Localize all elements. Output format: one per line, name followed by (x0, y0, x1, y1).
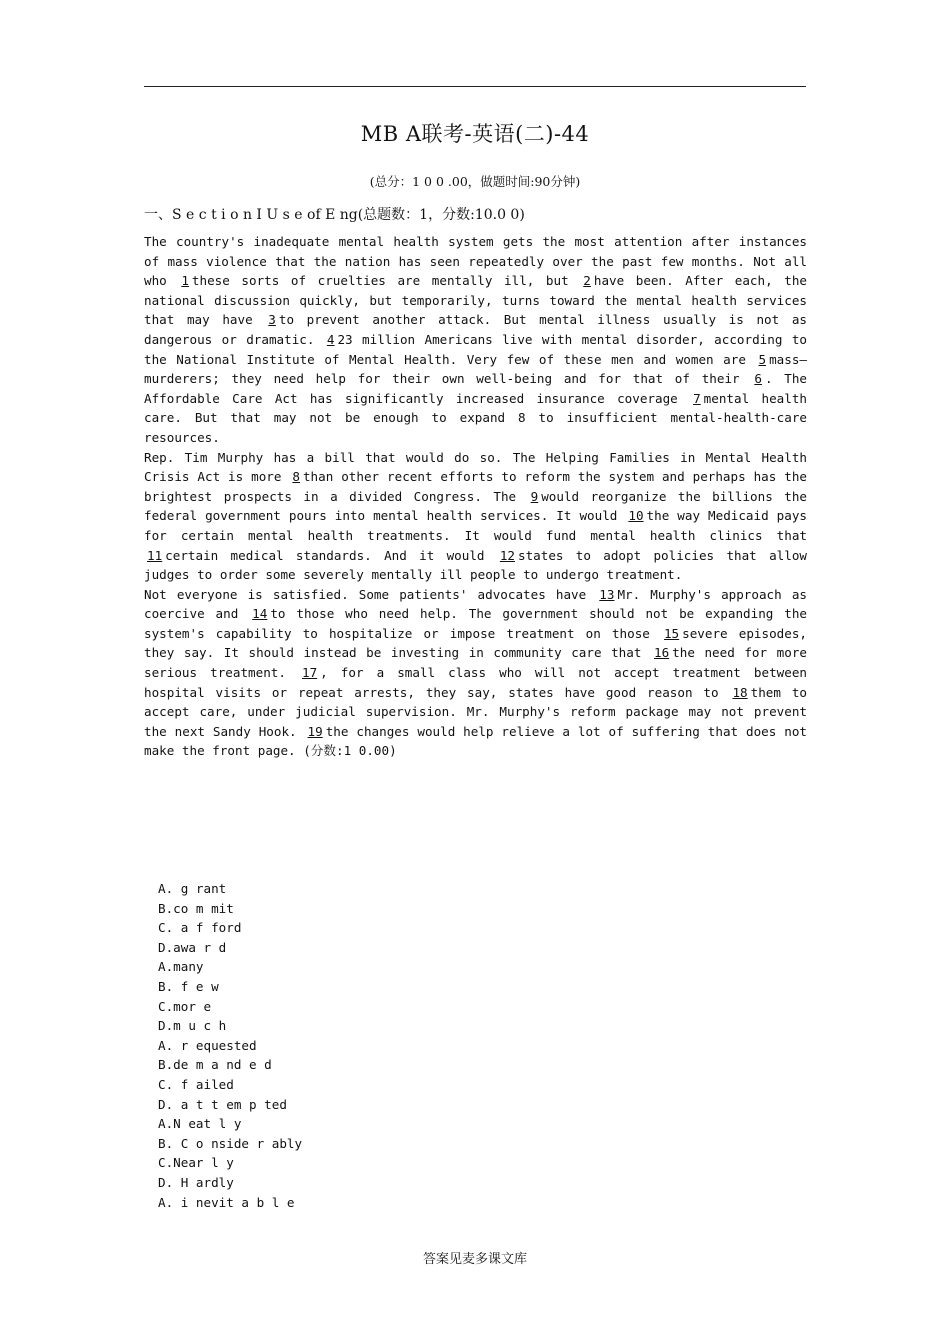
answer-option[interactable]: C.Near l y (158, 1155, 234, 1171)
answer-option[interactable]: D. H ardly (158, 1174, 234, 1190)
passage-text: certain medical standards. And it would (165, 547, 497, 563)
blank-number: 9 (530, 488, 539, 504)
passage (144, 232, 807, 761)
blank-number: 12 (499, 547, 515, 563)
passage-paragraph (144, 585, 807, 761)
blank-number: 8 (292, 469, 300, 485)
blank-number: 1 (181, 273, 189, 289)
blank-number: 11 (147, 547, 163, 563)
passage-text: mental health care. But that may not be enough to expand 8 to insufficient mental-health-care resources. (144, 390, 807, 445)
blank-number: 15 (663, 625, 680, 641)
answer-option[interactable]: B.co m mit (158, 900, 234, 916)
answer-option[interactable]: A. g rant (158, 881, 227, 896)
passage-text: have been. After each, the national discussion quickly, but temporarily, turns toward the mental health services that may have (144, 273, 807, 328)
answer-option[interactable]: B. f e w (158, 978, 219, 994)
section-heading: 一、S e c t i o n Ⅰ U s e of E ng(总题数：1，分数:10.0 0) (144, 207, 525, 223)
page-title: MB A联考-英语(二)-44 (360, 122, 590, 146)
passage-text: the way Medicaid pays for certain mental health treatments. It would fund mental health clinics that (144, 508, 808, 543)
answer-option[interactable]: C. f ailed (158, 1076, 234, 1092)
answer-option[interactable]: B.de m a nd e d (158, 1057, 272, 1073)
blank-number: 13 (599, 586, 615, 602)
passage-text: 23 million Americans live with mental disorder, according to the National Institute of Mental Health. Very few of these men and women are (144, 331, 807, 367)
passage-paragraph (144, 232, 807, 448)
answer-option[interactable]: A. i nevit a b l e (158, 1194, 295, 1210)
blank-number: 4 (326, 331, 335, 347)
top-rule (144, 86, 806, 87)
passage-paragraph (144, 448, 807, 585)
passage-text: Rep. Tim Murphy has a bill that would do so. The Helping Families in Mental Health Crisis Act is more (144, 449, 807, 485)
answer-option[interactable]: C. a f ford (158, 920, 242, 936)
exam-meta: (总分：1 0 0 .00，做题时间:90分钟) (369, 174, 581, 189)
answer-option[interactable]: C.mor e (158, 998, 212, 1014)
blank-number: 19 (307, 723, 323, 739)
passage-text: these sorts of cruelties are mentally ill, but (191, 273, 581, 289)
footer-text: 答案见麦多课文库 (422, 1252, 527, 1267)
blank-number: 18 (732, 684, 748, 700)
passage-text: mass—murderers; they need help for their own well-being and for that of their (144, 351, 807, 387)
passage-text: , for a small class who will not accept treatment between hospital visits or repeat arrests, they say, states have good reason to (144, 665, 807, 700)
passage-text: Mr. Murphy's approach as coercive and (144, 586, 807, 622)
passage-text: the need for more serious treatment. (144, 645, 807, 681)
blank-number: 10 (628, 508, 644, 524)
blank-number: 2 (583, 273, 591, 289)
blank-number: 16 (653, 645, 670, 661)
passage-text: them to accept care, under judicial supervision. Mr. Murphy's reform package may not prevent the next Sandy Hook. (144, 684, 807, 739)
blank-number: 14 (252, 606, 268, 622)
blank-number: 6 (754, 371, 762, 387)
passage-text: states to adopt policies that allow judges to order some severely mentally ill people to undergo treatment. (144, 547, 807, 583)
answer-option[interactable]: A.many (158, 959, 204, 975)
blank-number: 5 (758, 351, 767, 367)
passage-text: the changes would help relieve a lot of suffering that does not make the front page. (分数:1 0.00) (144, 723, 807, 759)
passage-text: than other recent efforts to reform the system and perhaps has the brightest prospects in a divided Congress. The (144, 469, 807, 504)
answer-option[interactable]: A. r equested (158, 1037, 257, 1053)
blank-number: 7 (693, 390, 701, 406)
passage-text: severe episodes, they say. It should instead be investing in community care that (144, 625, 807, 661)
options-list (158, 879, 458, 1212)
passage-text: to those who need help. The government should not be expanding the system's capability to hospitalize or impose treatment on those (144, 606, 807, 641)
answer-option[interactable]: D.awa r d (158, 939, 227, 955)
blank-number: 17 (302, 665, 318, 681)
blank-number: 3 (268, 312, 276, 328)
passage-text: The country's inadequate mental health system gets the most attention after instances of mass violence that the nation has seen repeatedly over the past few months. Not all who (144, 234, 807, 289)
answer-option[interactable]: B. C o nside r ably (158, 1135, 303, 1151)
answer-option[interactable]: D. a t t em p ted (158, 1096, 287, 1112)
passage-text: . The Affordable Care Act has significantly increased insurance coverage (144, 371, 807, 406)
passage-text: would reorganize the billions the federal government pours into mental health services. It would (144, 488, 808, 524)
answer-option[interactable]: D.m u c h (158, 1018, 227, 1034)
passage-text: Not everyone is satisfied. Some patients' advocates have (144, 586, 597, 602)
passage-text: to prevent another attack. But mental illness usually is not as dangerous or dramatic. (144, 312, 808, 347)
answer-option[interactable]: A.N eat l y (158, 1116, 242, 1132)
